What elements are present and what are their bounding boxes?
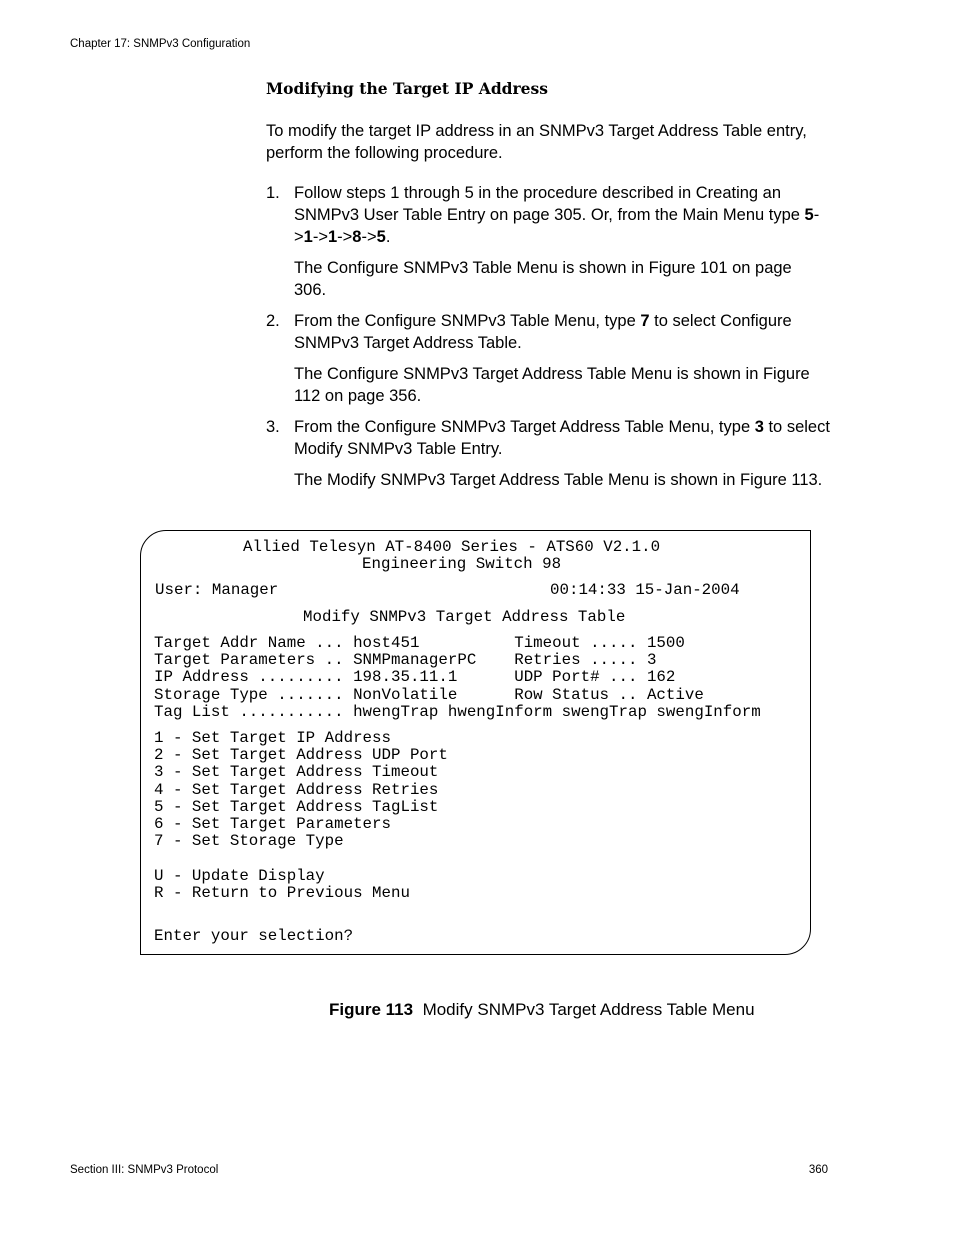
field-ip-address: IP Address ......... 198.35.11.1 UDP Port# ... 162 xyxy=(154,668,676,687)
figure-caption xyxy=(329,1000,755,1020)
intro-paragraph: To modify the target IP address in an SNMPv3 Target Address Table entry, perform the following procedure. xyxy=(266,122,807,162)
terminal-product-line: Allied Telesyn AT-8400 Series - ATS60 V2.1.0 xyxy=(243,538,661,556)
key-arrow: -> xyxy=(361,228,377,246)
key-arrow: -> xyxy=(294,206,820,246)
step-2-note: The Configure SNMPv3 Target Address Table Menu is shown in Figure 112 on page 356. xyxy=(294,365,810,405)
step-end: . xyxy=(385,228,391,246)
step-2 xyxy=(266,310,831,354)
step-number: 3. xyxy=(266,418,280,436)
field-target-addr-name: Target Addr Name ... host451 Timeout ..... 1500 xyxy=(154,634,685,652)
terminal-timestamp: 00:14:33 15-Jan-2004 xyxy=(550,581,740,599)
field-target-parameters: Target Parameters .. SNMPmanagerPC Retries ..... 3 xyxy=(154,651,657,670)
step-1-note: The Configure SNMPv3 Table Menu is shown in Figure 101 on page 306. xyxy=(294,259,792,299)
terminal-switch-name: Engineering Switch 98 xyxy=(362,555,562,573)
key-arrow: -> xyxy=(337,228,353,246)
step-number: 1. xyxy=(266,184,280,202)
footer-section: Section III: SNMPv3 Protocol xyxy=(70,1164,219,1176)
key-5: 5 xyxy=(804,206,814,224)
figure-caption-text: Modify SNMPv3 Target Address Table Menu xyxy=(422,1000,755,1019)
option-2[interactable]: 2 - Set Target Address UDP Port xyxy=(154,746,448,765)
section-title: Modifying the Target IP Address xyxy=(266,79,548,98)
step-text: to select Configure SNMPv3 Target Address Table. xyxy=(294,312,792,352)
terminal-prompt[interactable]: Enter your selection? xyxy=(154,927,354,945)
step-number: 2. xyxy=(266,312,280,330)
step-text: From the Configure SNMPv3 Target Address Table Menu, type xyxy=(294,418,755,436)
option-4[interactable]: 4 - Set Target Address Retries xyxy=(154,780,439,799)
key-7: 7 xyxy=(640,312,650,330)
step-3-note: The Modify SNMPv3 Target Address Table Menu is shown in Figure 113. xyxy=(294,471,823,489)
step-text: Follow steps 1 through 5 in the procedure described in Creating an SNMPv3 User Table Entry on page 305. Or, from the Main Menu type xyxy=(294,184,805,224)
key-1: 1 xyxy=(327,228,338,246)
key-5: 5 xyxy=(376,228,386,246)
terminal-user: User: Manager xyxy=(155,581,279,599)
step-text: to select Modify SNMPv3 Table Entry. xyxy=(294,418,830,458)
option-6[interactable]: 6 - Set Target Parameters xyxy=(154,815,391,834)
step-1 xyxy=(266,182,831,248)
terminal-screen xyxy=(140,530,811,955)
option-3[interactable]: 3 - Set Target Address Timeout xyxy=(154,763,439,782)
key-3: 3 xyxy=(754,418,764,436)
option-update-display[interactable]: U - Update Display xyxy=(154,867,325,885)
terminal-options xyxy=(154,730,448,850)
terminal-fields xyxy=(154,635,761,721)
field-storage-type: Storage Type ....... NonVolatile Row Status .. Active xyxy=(154,685,704,704)
terminal-menu-title: Modify SNMPv3 Target Address Table xyxy=(303,608,626,626)
option-7[interactable]: 7 - Set Storage Type xyxy=(154,832,344,851)
key-8: 8 xyxy=(352,228,362,246)
option-1[interactable]: 1 - Set Target IP Address xyxy=(154,729,391,747)
field-tag-list: Tag List ........... hwengTrap hwengInform swengTrap swengInform xyxy=(154,702,761,721)
key-1: 1 xyxy=(303,228,313,246)
step-3 xyxy=(266,416,831,460)
option-return[interactable]: R - Return to Previous Menu xyxy=(154,884,410,902)
key-arrow: -> xyxy=(312,228,328,246)
option-5[interactable]: 5 - Set Target Address TagList xyxy=(154,797,439,816)
figure-label: Figure 113 xyxy=(329,1000,414,1019)
page-number: 360 xyxy=(808,1164,828,1176)
running-header: Chapter 17: SNMPv3 Configuration xyxy=(70,38,251,50)
step-text: From the Configure SNMPv3 Table Menu, type xyxy=(294,312,641,330)
